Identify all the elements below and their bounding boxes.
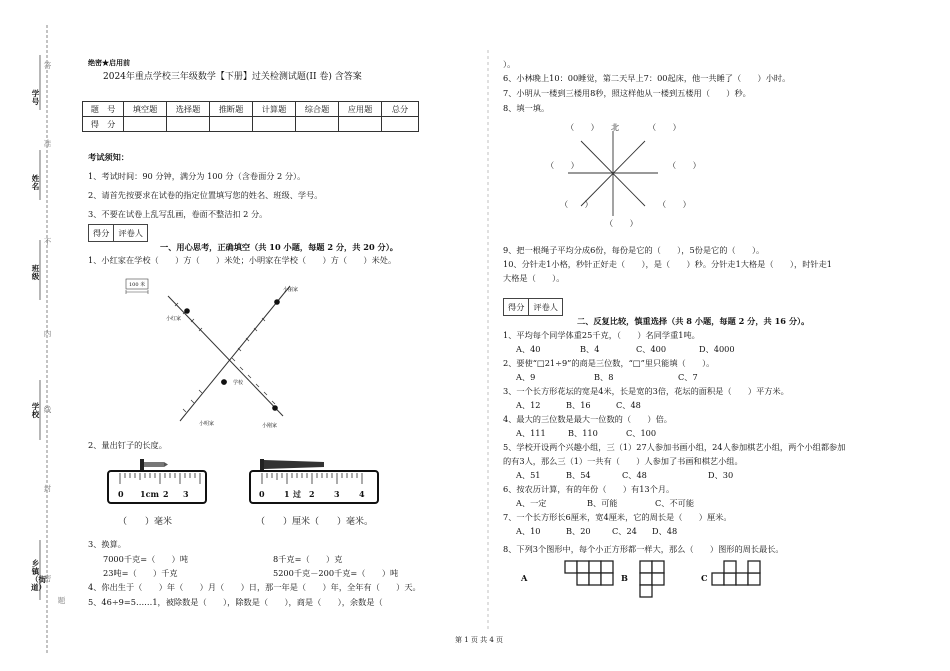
choice-option[interactable]: A、40 (516, 344, 541, 354)
choice-question: 8、下列3个图形中，每个小正方形都一样大，那么（ ）图形的周长最长。 (503, 544, 784, 554)
choice-option[interactable]: A、12 (516, 400, 541, 410)
grader-name-label: 评卷人 (118, 228, 143, 238)
cut-char: 线 (43, 405, 52, 414)
compass-blank-w[interactable]: （ ） (546, 160, 579, 170)
compass-figure (553, 126, 673, 226)
notice-item: 3、不要在试卷上乱写乱画，卷面不整洁扣 2 分。 (88, 209, 268, 219)
question-2: 2、量出钉子的长度。 (88, 440, 167, 450)
notice-item: 2、请首先按要求在试卷的指定位置填写您的姓名、班级、学号。 (88, 190, 323, 200)
conversion-item: 5200千克－200千克=（ ）吨 (273, 568, 399, 578)
choice-question: 5、学校开设两个兴趣小组，三（1）27人参加书画小组，24人参加棋艺小组，两个小组都参加 (503, 442, 846, 452)
map-label-school: 学校 (233, 380, 244, 386)
choice-option[interactable]: C、24 (612, 526, 637, 536)
column-divider (487, 50, 491, 630)
question-5: 5、46÷9=5……1，被除数是（ ），除数是（ ），商是（ ），余数是（ (88, 597, 383, 607)
choice-option[interactable]: A、10 (516, 526, 541, 536)
shapes-figure (560, 560, 790, 600)
cut-char: 密 (43, 574, 52, 583)
map-label-xiaoming: 小明家 (199, 421, 215, 427)
score-table-score-row (83, 117, 419, 132)
score-input[interactable] (339, 117, 382, 132)
map-label-xiaohong: 小红家 (166, 316, 182, 322)
question-10: 10、分针走1小格，秒针正好走（ ），是（ ）秒。分针走1大格是（ ），时针走1 (503, 259, 832, 269)
compass-blank-sw[interactable]: （ ） (560, 199, 593, 209)
score-cell: 得 分 (83, 117, 124, 132)
compass-blank-ne[interactable]: （ ） (648, 122, 681, 132)
choice-option[interactable]: A、51 (516, 470, 541, 480)
choice-question: 2、要使“□21÷9”的商是三位数，“□”里只能填（ ）。 (503, 358, 715, 368)
choice-option[interactable]: D、4000 (699, 344, 735, 354)
field-name: 姓名 (31, 174, 40, 191)
score-cell: 总分 (382, 102, 419, 117)
score-input[interactable] (296, 117, 339, 132)
choice-option[interactable]: C、48 (616, 400, 641, 410)
question-9: 9、把一根绳子平均分成6份，每份是它的（ ），5份是它的（ ）。 (503, 245, 765, 255)
compass-blank-se[interactable]: （ ） (658, 199, 691, 209)
map-label-xiaoli: 小丽家 (283, 287, 299, 293)
choice-option[interactable]: C、100 (626, 428, 657, 438)
cut-char: 准 (43, 139, 52, 148)
compass-blank-s[interactable]: （ ） (605, 218, 638, 228)
choice-option[interactable]: B、可能 (587, 498, 618, 508)
page-title: 2024年重点学校三年级数学【下册】过关检测试题(II 卷) 含答案 (103, 72, 362, 82)
section1-title: 一、用心思考，正确填空（共 10 小题，每题 2 分，共 20 分）。 (160, 242, 398, 252)
score-cell: 填空题 (124, 102, 167, 117)
choice-question: 6、按农历计算，有的年份（ ）有13个月。 (503, 484, 675, 494)
ruler-2-mark: 3 (334, 489, 340, 499)
ruler-2-answer: （ ）厘米（ ）毫米。 (256, 517, 374, 527)
ruler-1-mark: 3 (183, 489, 189, 499)
cut-char: 不 (43, 237, 52, 246)
score-cell: 计算题 (253, 102, 296, 117)
map-label-xiaogang: 小刚家 (262, 423, 278, 429)
choice-option[interactable]: D、48 (652, 526, 678, 536)
choice-option[interactable]: A、9 (516, 372, 536, 382)
map-figure (120, 276, 290, 426)
score-table-header-row (83, 102, 419, 117)
score-input[interactable] (210, 117, 253, 132)
cut-char: 内 (43, 329, 52, 338)
map-scale-label: 100 米 (129, 282, 146, 288)
grader-box (503, 298, 563, 316)
conversion-item: 23吨=（ ）千克 (103, 568, 178, 578)
choice-option[interactable]: C、不可能 (655, 498, 695, 508)
shape-option-label[interactable]: C (701, 573, 708, 583)
score-table (82, 101, 419, 132)
compass-blank-nw[interactable]: （ ） (566, 122, 599, 132)
score-cell: 应用题 (339, 102, 382, 117)
choice-question: 7、一个长方形长6厘米，宽4厘米，它的周长是（ ）厘米。 (503, 512, 732, 522)
choice-question: 4、最大的三位数是最大一位数的（ ）倍。 (503, 414, 672, 424)
score-input[interactable] (253, 117, 296, 132)
question-5-end: ）。 (503, 59, 516, 69)
field-class: 班级 (31, 264, 40, 281)
section2-title: 二、反复比较，慎重选择（共 8 小题，每题 2 分，共 16 分）。 (577, 316, 810, 326)
choice-option[interactable]: B、20 (566, 526, 591, 536)
score-input[interactable] (167, 117, 210, 132)
notice-item: 1、考试时间：90 分钟，满分为 100 分（含卷面分 2 分）。 (88, 171, 306, 181)
score-cell: 题 号 (83, 102, 124, 117)
cut-char: 题 (57, 596, 66, 605)
choice-option[interactable]: C、400 (636, 344, 667, 354)
score-cell: 选择题 (167, 102, 210, 117)
question-6: 6、小林晚上10：00睡觉，第二天早上7：00起床，他一共睡了（ ）小时。 (503, 73, 791, 83)
choice-option[interactable]: D、30 (708, 470, 734, 480)
score-cell: 推断题 (210, 102, 253, 117)
choice-option[interactable]: C、7 (678, 372, 698, 382)
choice-option[interactable]: B、110 (568, 428, 598, 438)
choice-question-cont: 的有3人，那么三（1）一共有（ ）人参加了书画和棋艺小组。 (503, 456, 743, 466)
secret-label: 绝密★启用前 (88, 58, 130, 67)
choice-option[interactable]: C、48 (622, 470, 647, 480)
cut-char: 封 (43, 484, 52, 493)
ruler-1-mark: 2 (163, 489, 169, 499)
field-town: 乡镇（街道） (31, 559, 46, 592)
choice-option[interactable]: B、4 (580, 344, 600, 354)
conversion-item: 8千克=（ ）克 (273, 554, 343, 564)
choice-option[interactable]: A、111 (516, 428, 546, 438)
shape-option-label[interactable]: A (521, 573, 528, 583)
compass-north-label: 北 (611, 122, 620, 132)
choice-option[interactable]: B、54 (566, 470, 591, 480)
notice-title: 考试须知： (88, 152, 129, 162)
choice-question: 3、一个长方形花坛的宽是4米，长是宽的3倍，花坛的面积是（ ）平方米。 (503, 386, 789, 396)
question-4: 4、你出生于（ ）年（ ）月（ ）日，那一年是（ ）年，全年有（ ）天。 (88, 582, 421, 592)
question-10-cont: 大格是（ ）。 (503, 273, 565, 283)
compass-blank-e[interactable]: （ ） (668, 160, 701, 170)
choice-option[interactable]: B、16 (566, 400, 591, 410)
choice-question: 1、平均每个同学体重25千克，（ ）名同学重1吨。 (503, 330, 700, 340)
score-input[interactable] (124, 117, 167, 132)
score-cell: 综合题 (296, 102, 339, 117)
choice-option[interactable]: B、8 (594, 372, 614, 382)
question-1: 1、小红家在学校（ ）方（ ）米处；小明家在学校（ ）方（ ）米处。 (88, 255, 397, 265)
grader-box (88, 224, 148, 242)
question-3: 3、换算。 (88, 539, 126, 549)
field-student-no: 学号 (31, 89, 40, 106)
ruler-2-mark: 1 (284, 489, 290, 499)
ruler-2-mark: 过 (293, 489, 301, 499)
grader-score-label: 得分 (89, 225, 114, 241)
cut-char: 答 (43, 61, 52, 70)
ruler-2-mark: 0 (259, 489, 265, 499)
ruler-1-mark: 1cm (140, 489, 159, 499)
grader-score-label: 得分 (504, 299, 529, 315)
ruler-2-mark: 2 (309, 489, 315, 499)
question-7: 7、小明从一楼到三楼用8秒，照这样他从一楼到五楼用（ ）秒。 (503, 88, 751, 98)
field-school: 学校 (31, 402, 40, 419)
ruler-2-mark: 4 (359, 489, 365, 499)
page-footer: 第 1 页 共 4 页 (455, 636, 504, 644)
ruler-1-answer: （ ）毫米 (118, 517, 173, 527)
ruler-1-mark: 0 (118, 489, 124, 499)
shape-option-label[interactable]: B (621, 573, 628, 583)
grader-name-label: 评卷人 (533, 302, 558, 312)
score-input[interactable] (382, 117, 419, 132)
conversion-item: 7000千克=（ ）吨 (103, 554, 189, 564)
choice-option[interactable]: A、一定 (516, 498, 547, 508)
question-8: 8、填一填。 (503, 103, 550, 113)
